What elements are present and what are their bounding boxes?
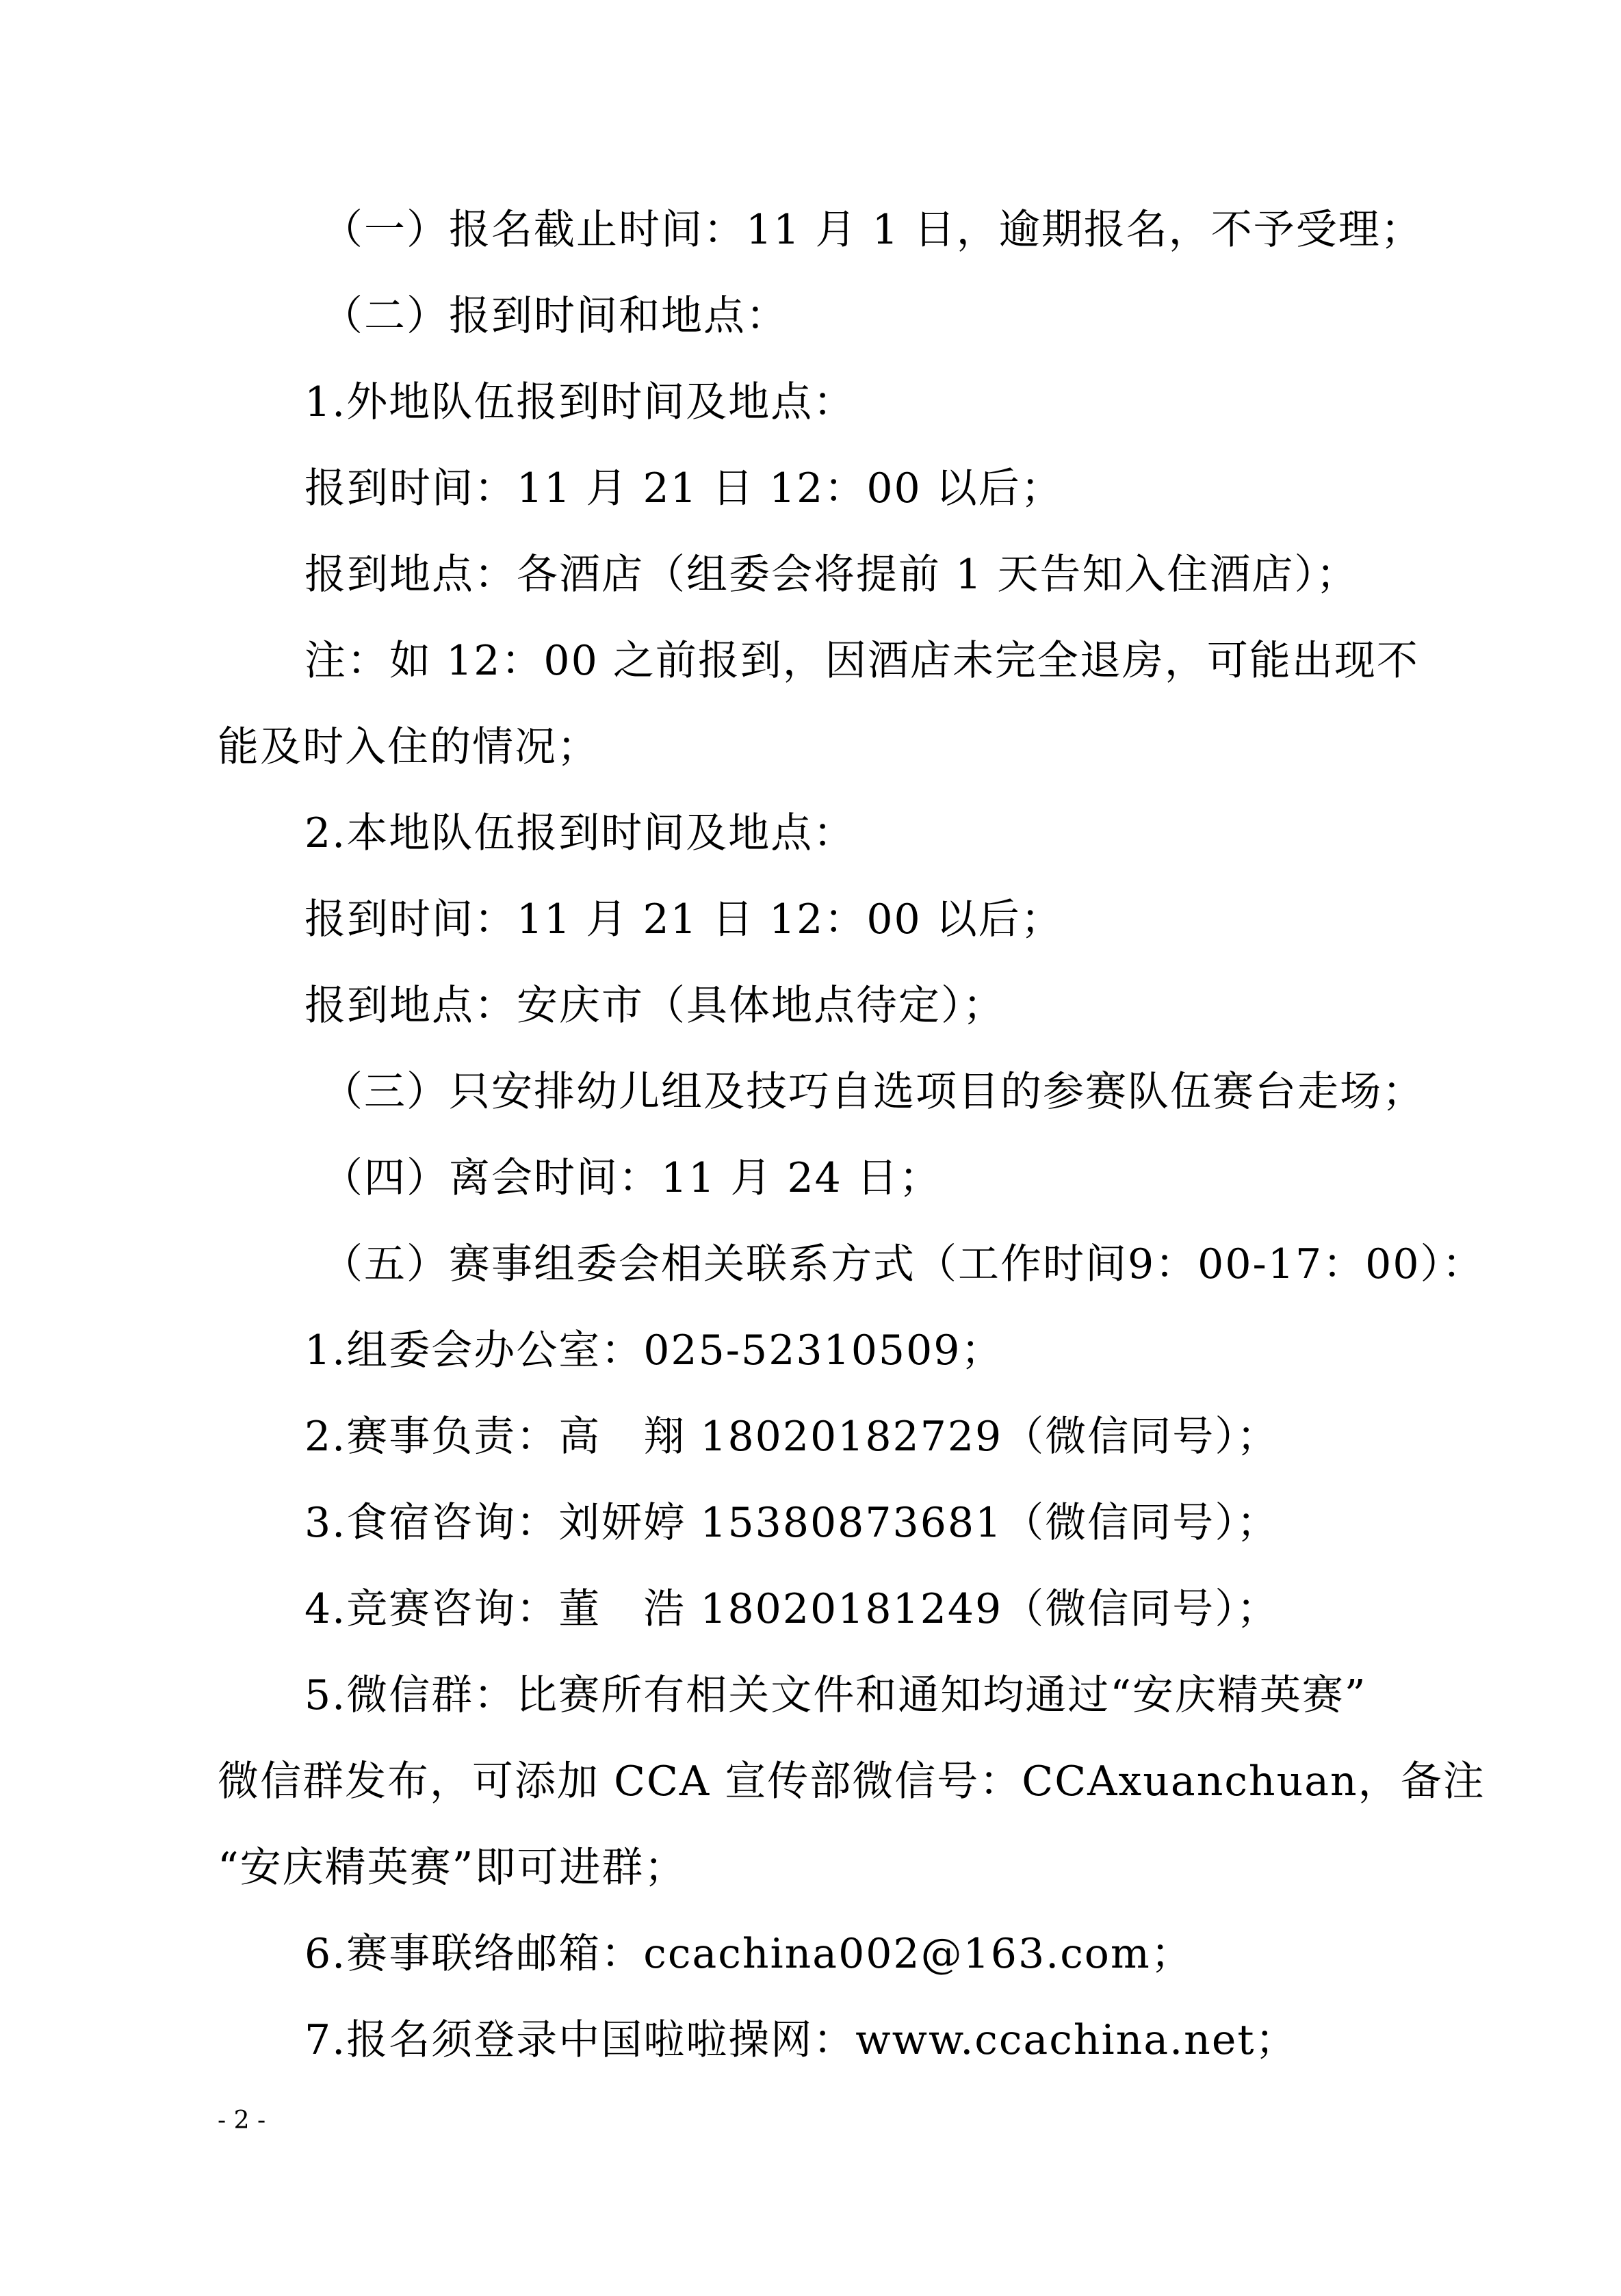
contact-competition: 4.竞赛咨询：董 浩 18020181249（微信同号）； [304,1585,1280,1633]
item-outside-teams: 1.外地队伍报到时间及地点： [304,378,856,426]
local-checkin-time: 报到时间：11 月 21 日 12：00 以后； [304,896,1063,943]
outside-checkin-time: 报到时间：11 月 21 日 12：00 以后； [304,465,1063,512]
outside-checkin-place: 报到地点：各酒店（组委会将提前 1 天告知入住酒店）； [304,551,1359,599]
note-line-2: 能及时入住的情况； [218,723,599,771]
section-checkin-heading: （二）报到时间和地点： [322,292,788,340]
item-local-teams: 2.本地队伍报到时间及地点： [304,809,856,857]
wechat-group-line-1: 5.微信群：比赛所有相关文件和通知均通过“安庆精英赛” [304,1671,1367,1719]
page-number: - 2 - [218,2106,266,2135]
contact-office: 1.组委会办公室：025-52310509； [304,1327,1004,1374]
contact-event-lead: 2.赛事负责：高 翔 18020182729（微信同号）； [304,1413,1280,1461]
note-line-1: 注：如 12：00 之前报到，因酒店未完全退房，可能出现不 [304,637,1419,685]
wechat-group-line-3: “安庆精英赛”即可进群； [218,1844,687,1892]
contact-lodging: 3.食宿咨询：刘妍婷 15380873681（微信同号）； [304,1499,1280,1547]
registration-website: 7.报名须登录中国啦啦操网：www.ccachina.net； [304,2016,1298,2064]
section-contacts-heading: （五）赛事组委会相关联系方式（工作时间9：00-17：00）： [322,1240,1485,1288]
section-registration-deadline: （一）报名截止时间：11 月 1 日，逾期报名，不予受理； [322,206,1423,254]
local-checkin-place: 报到地点：安庆市（具体地点待定）； [304,982,1005,1030]
wechat-group-line-2: 微信群发布，可添加 CCA 宣传部微信号：CCAxuanchuan，备注 [218,1758,1486,1805]
section-stage-rehearsal: （三）只安排幼儿组及技巧自选项目的参赛队伍赛台走场； [322,1068,1425,1116]
contact-email: 6.赛事联络邮箱：ccachina002@163.com； [304,1930,1193,1978]
section-departure-time: （四）离会时间：11 月 24 日； [322,1154,942,1202]
